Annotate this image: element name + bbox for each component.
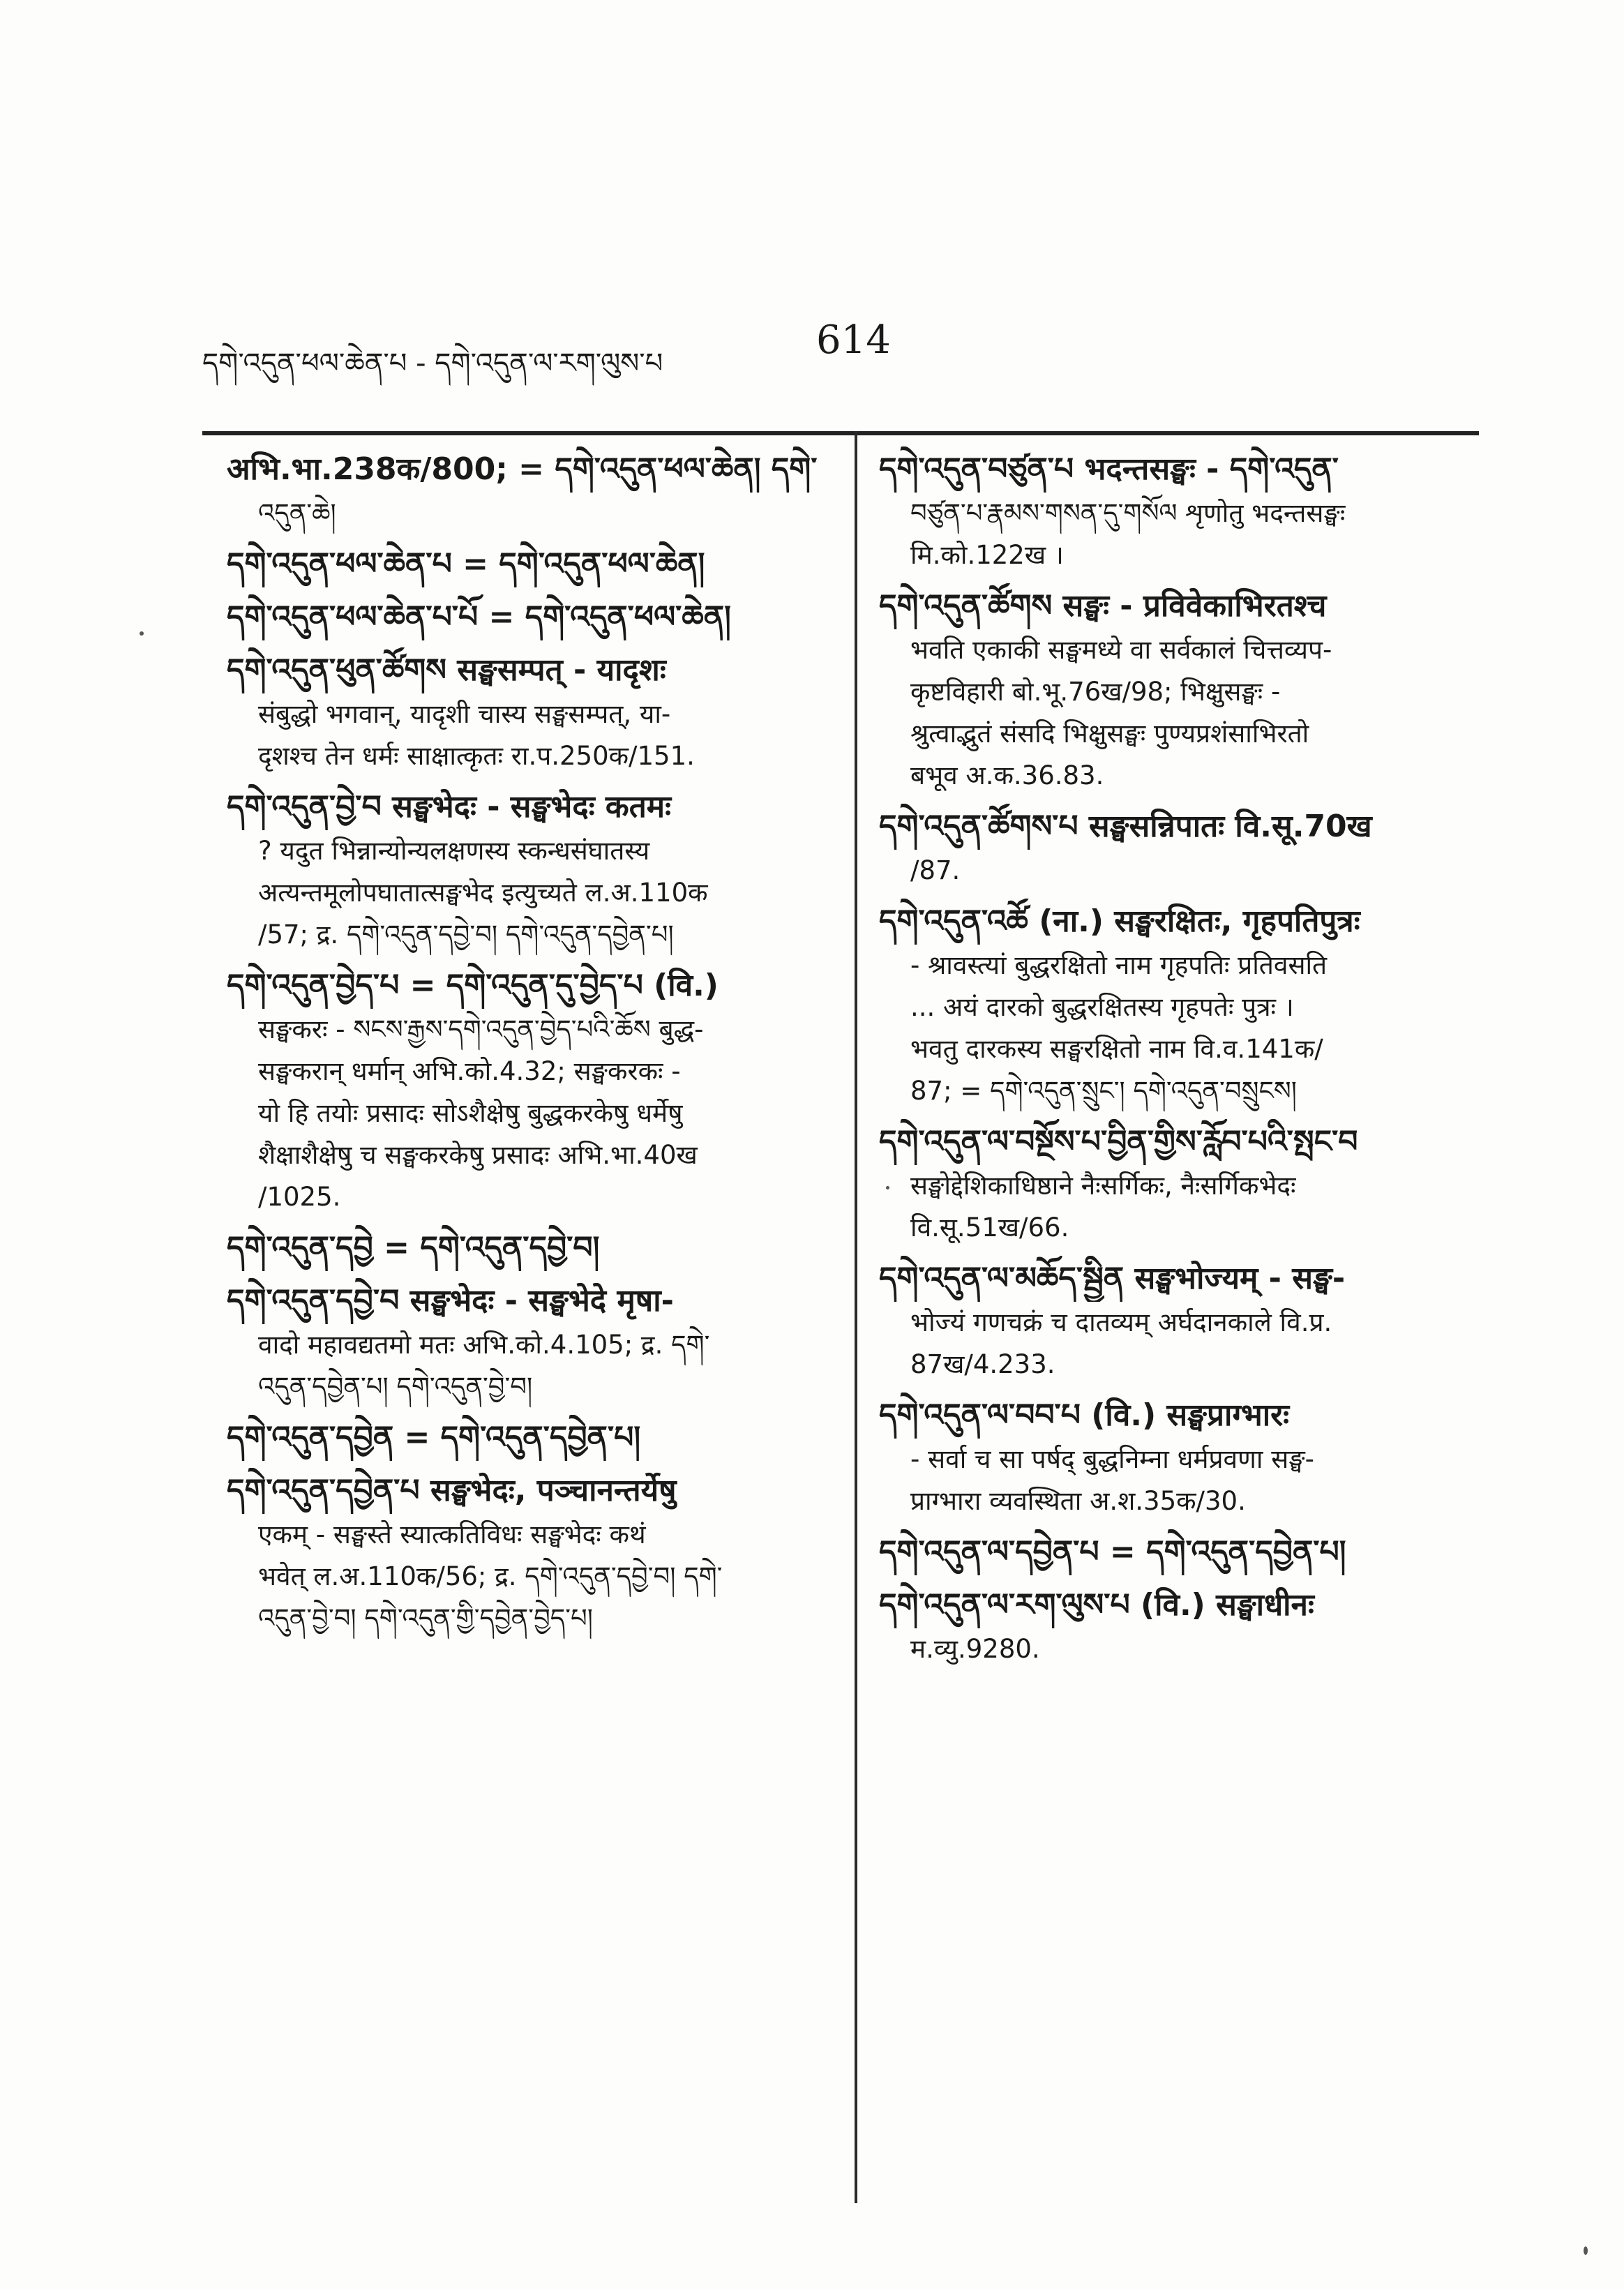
dictionary-entry: [879, 1256, 1489, 1386]
entry-headword-line: དགེ་འདུན་ལ་བབ་པ (वि.) सङ्घप्राग्भारः: [879, 1397, 1290, 1433]
entry-definition-line: कृष्टविहारी बो.भू.76ख/98; भिक्षुसङ्घः -: [910, 677, 1281, 707]
entry-headword-line: དགེ་འདུན་འཚོ (ना.) सङ्घरक्षितः, गृहपतिपुत्रः: [879, 903, 1360, 939]
entry-definition-line: वादो महावद्यतमो मतः अभि.को.4.105; द्र. དགེ་: [258, 1330, 710, 1360]
entry-headword-line: དགེ་འདུན་ལ་མཆོད་སྦྱིན सङ्घभोज्यम् - सङ्घ-: [879, 1261, 1346, 1296]
dictionary-entry: [879, 1582, 1489, 1670]
entry-definition-line: འདུན་དབྱེན་པ། དགེ་འདུན་བྱེ་བ།: [258, 1372, 533, 1402]
running-header: དགེ་འདུན་ཕལ་ཆེན་པ - དགེ་འདུན་ལ་རག་ལུས་པ: [202, 347, 663, 380]
entry-headword-line: དགེ་འདུན་ལ་རག་ལུས་པ (वि.) सङ्घाधीनः: [879, 1587, 1314, 1623]
dictionary-entry: [227, 1415, 837, 1461]
dictionary-entry: [227, 1225, 837, 1271]
header-rule: [202, 431, 1479, 435]
entry-definition-line: भवति एकाकी सङ्घमध्ये वा सर्वकालं चित्तव्यप-: [910, 635, 1332, 665]
entry-definition-line: वि.सू.51ख/66.: [910, 1213, 1069, 1243]
entry-headword-line: དགེ་འདུན་དབྱེན = དགེ་འདུན་དབྱེན་པ།: [227, 1420, 641, 1455]
dictionary-entry: [227, 647, 837, 777]
scan-speck: [886, 1186, 889, 1189]
dictionary-entry: [879, 583, 1489, 797]
entry-headword-line: དགེ་འདུན་བཙུན་པ भदन्तसङ्घः - དགེ་འདུན་: [879, 451, 1339, 487]
right-column: [879, 446, 1489, 1677]
entry-headword-line: དགེ་འདུན་ཕལ་ཆེན་པ = དགེ་འདུན་ཕལ་ཆེན།: [227, 546, 705, 582]
entry-definition-line: འདུན་ཆེ།: [258, 498, 336, 528]
entry-definition-line: मि.को.122ख ।: [910, 540, 1064, 570]
entry-definition-line: बभूव अ.क.36.83.: [910, 760, 1104, 790]
entry-definition-line: अत्यन्तमूलोपघातात्सङ्घभेद इत्युच्यते ल.अ.110क: [258, 878, 708, 908]
dictionary-entry: [879, 804, 1489, 892]
entry-definition-line: भवेत् ल.अ.110क/56; द्र. དགེ་འདུན་དབྱེ་བ། དགེ་: [258, 1561, 723, 1591]
entry-definition-line: शैक्षाशैक्षेषु च सङ्घकरकेषु प्रसादः अभि.भा.40ख: [258, 1140, 698, 1170]
entry-definition-line: भोज्यं गणचक्रं च दातव्यम् अर्घदानकाले वि.प्र.: [910, 1307, 1332, 1337]
entry-definition-line: 87ख/4.233.: [910, 1349, 1055, 1379]
scan-speck: [140, 631, 144, 636]
entry-headword-line: དགེ་འདུན་ཚོགས་པ सङ्घसन्निपातः वि.सू.70ख: [879, 809, 1372, 844]
column-divider: [855, 431, 857, 2203]
entry-definition-line: सङ्घकरान् धर्मान् अभि.को.4.32; सङ्घकरकः -: [258, 1056, 681, 1086]
dictionary-entry: [879, 446, 1489, 576]
entry-definition-line: यो हि तयोः प्रसादः सोऽशैक्षेषु बुद्धकरकेषु धर्मेषु: [258, 1098, 683, 1128]
entry-definition-line: श्रुत्वाद्भुतं संसदि भिक्षुसङ्घः पुण्यप्रशंसाभिरतो: [910, 719, 1309, 749]
entry-definition-line: བཙུན་པ་རྣམས་གསན་དུ་གསོལ शृणोतु भदन्तसङ्घः: [910, 498, 1346, 528]
entry-definition-line: एकम् - सङ्घस्ते स्यात्कतिविधः सङ्घभेदः कथं: [258, 1519, 646, 1549]
entry-definition-line: /57; द्र. དགེ་འདུན་དབྱེ་བ། དགེ་འདུན་དབྱེན་པ།: [258, 920, 674, 950]
entry-definition-line: म.व्यु.9280.: [910, 1634, 1040, 1664]
entry-definition-line: - सर्वा च सा पर्षद् बुद्धनिम्ना धर्मप्रवणा सङ्घ-: [910, 1444, 1315, 1474]
dictionary-entry: [879, 899, 1489, 1112]
entry-definition-line: འདུན་བྱེ་བ། དགེ་འདུན་གྱི་དབྱེན་བྱེད་པ།: [258, 1603, 593, 1633]
dictionary-entry: [879, 1393, 1489, 1522]
dictionary-entry: [227, 1468, 837, 1639]
entry-definition-line: सङ्घकरः - སངས་རྒྱས་དགེ་འདུན་བྱེད་པའི་ཆོས बुद्ध-: [258, 1014, 704, 1044]
entry-definition-line: भवतु दारकस्य सङ्घरक्षितो नाम वि.व.141क/: [910, 1034, 1323, 1064]
dictionary-entry: [227, 784, 837, 956]
scan-speck: [1584, 2246, 1588, 2255]
entry-headword-line: དགེ་འདུན་ལ་བསྔོས་པ་བྱིན་གྱིས་རློབ་པའི་སྤང་བ: [879, 1124, 1358, 1159]
dictionary-entry: [227, 541, 837, 587]
entry-definition-line: 87; = དགེ་འདུན་སྲུང་། དགེ་འདུན་བསྲུངས།: [910, 1076, 1297, 1106]
entry-headword-line: དགེ་འདུན་བྱེ་བ सङ्घभेदः - सङ्घभेदः कतमः: [227, 789, 671, 825]
entry-definition-line: - श्रावस्त्यां बुद्धरक्षितो नाम गृहपतिः प्रतिवसति: [910, 950, 1328, 980]
dictionary-entry: [227, 963, 837, 1218]
left-column: [227, 446, 837, 1646]
entry-definition-line: संबुद्धो भगवान्, यादृशी चास्य सङ्घसम्पत्, या-: [258, 699, 671, 729]
entry-definition-line: ? यदुत भिन्नान्योन्यलक्षणस्य स्कन्धसंघातस्य: [258, 836, 650, 866]
entry-headword-line: དགེ་འདུན་ཕུན་ཚོགས सङ्घसम्पत् - यादृशः: [227, 652, 666, 688]
dictionary-entry: [879, 1529, 1489, 1575]
entry-headword-line: དགེ་འདུན་དབྱེན་པ सङ्घभेदः, पञ्चानन्तर्येषु: [227, 1473, 677, 1508]
dictionary-entry: [879, 1119, 1489, 1249]
entry-definition-line: ... अयं दारको बुद्धरक्षितस्य गृहपतेः पुत्रः ।: [910, 992, 1294, 1022]
entry-definition-line: सङ्घोद्देशिकाधिष्ठाने नैःसर्गिकः, नैःसर्गिकभेदः: [910, 1171, 1296, 1201]
dictionary-entry: [227, 594, 837, 640]
page-number: 614: [816, 317, 891, 363]
entry-definition-line: प्राग्भारा व्यवस्थिता अ.श.35क/30.: [910, 1486, 1246, 1516]
entry-headword-line: དགེ་འདུན་ཕལ་ཆེན་པ་པོ = དགེ་འདུན་ཕལ་ཆེན།: [227, 599, 731, 635]
page-header: [202, 317, 1458, 394]
dictionary-entry: [227, 446, 837, 534]
dictionary-entry: [227, 1278, 837, 1408]
entry-headword-line: དགེ་འདུན་བྱེད་པ = དགེ་འདུན་དུ་བྱེད་པ (वि.): [227, 968, 719, 1003]
entry-headword-line: དགེ་འདུན་ཚོགས सङ्घः - प्रविवेकाभिरतश्च: [879, 588, 1327, 624]
entry-definition-line: /87.: [910, 855, 961, 885]
entry-headword-line: དགེ་འདུན་ལ་དབྱེན་པ = དགེ་འདུན་དབྱེན་པ།: [879, 1534, 1346, 1570]
entry-headword-line: དགེ་འདུན་དབྱེ = དགེ་འདུན་དབྱེ་བ།: [227, 1230, 600, 1266]
entry-definition-line: दृशश्च तेन धर्मः साक्षात्कृतः रा.प.250क/151.: [258, 741, 695, 771]
entry-headword-line: དགེ་འདུན་དབྱེ་བ सङ्घभेदः - सङ्घभेदे मृषा-: [227, 1283, 674, 1319]
entry-headword-line: अभि.भा.238क/800; = དགེ་འདུན་ཕལ་ཆེན། དགེ་: [227, 451, 818, 487]
entry-definition-line: /1025.: [258, 1182, 341, 1212]
